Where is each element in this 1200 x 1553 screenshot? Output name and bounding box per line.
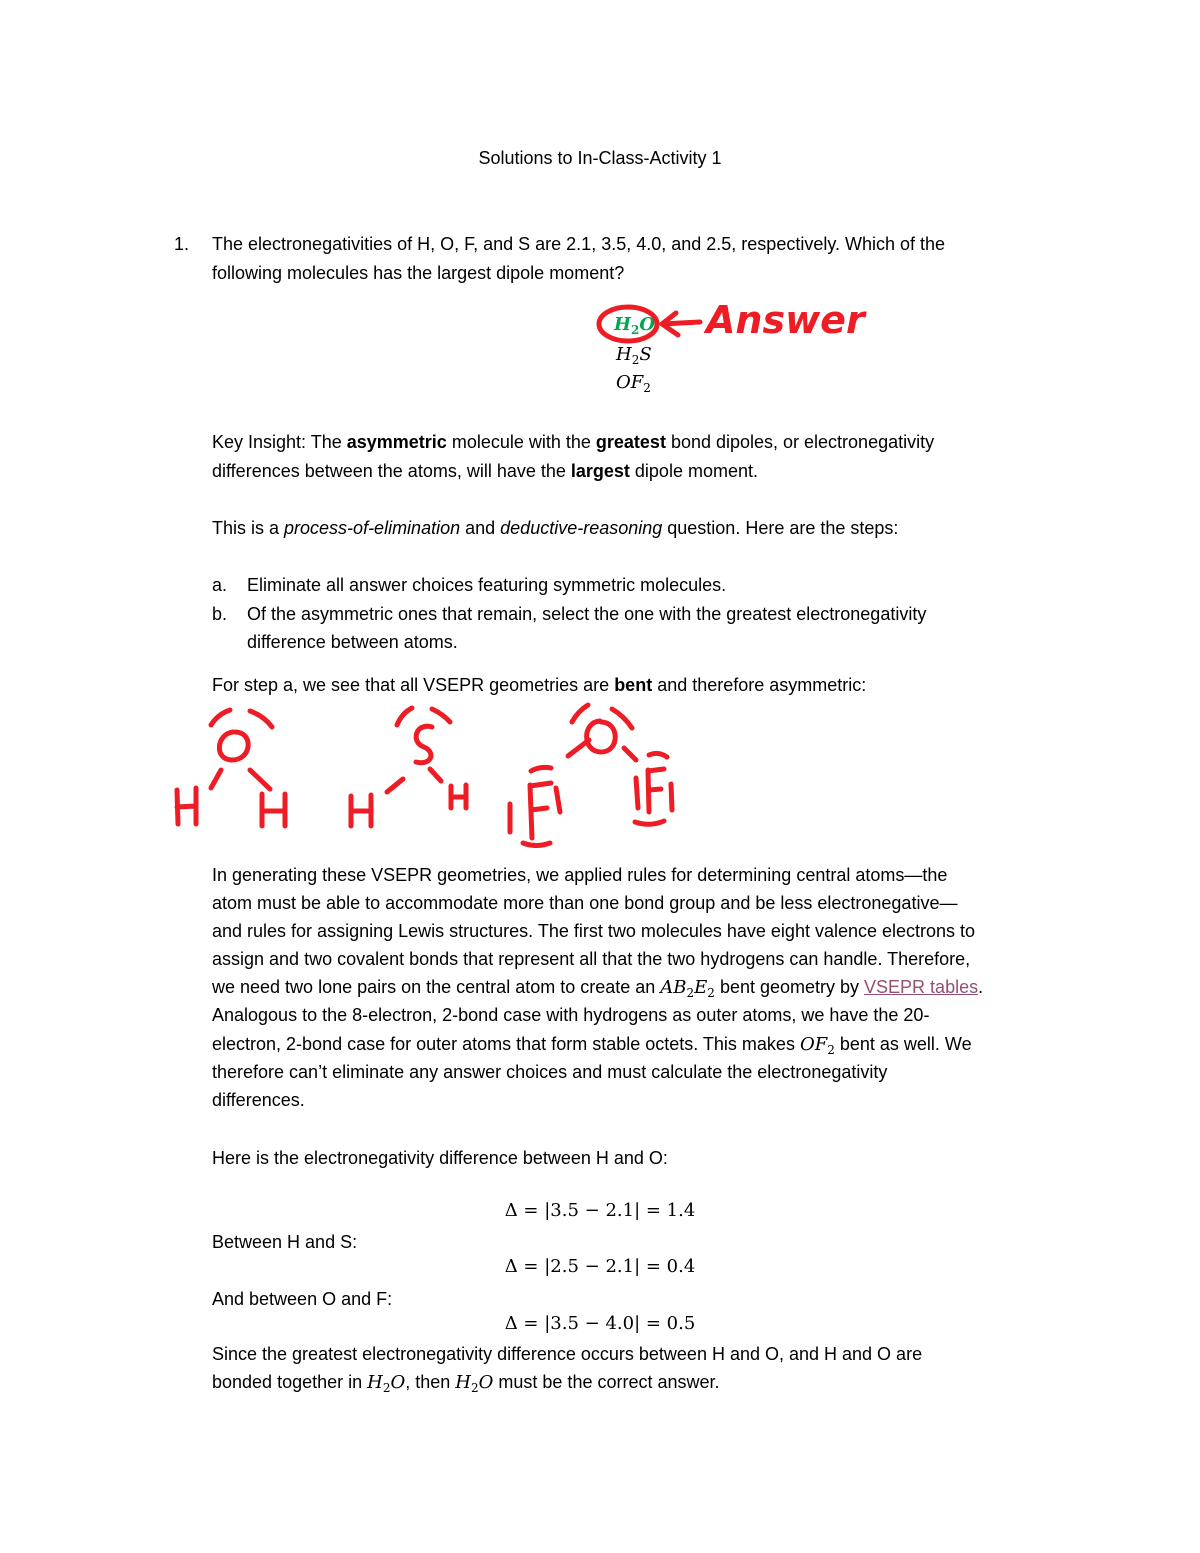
- sketch-water: [177, 710, 285, 826]
- vsepr-line-8: therefore can’t eliminate any answer choices and must calculate the electronegativity: [212, 1062, 888, 1082]
- vsepr-line-3: and rules for assigning Lewis structures. The first two molecules have eight valence electrons to: [212, 921, 976, 941]
- diff-label-h-s: Between H and S:: [212, 1232, 358, 1252]
- equation-o-f: Δ = |3.5 − 4.0| = 0.5: [504, 1313, 696, 1334]
- question-number: 1.: [174, 234, 190, 254]
- vsepr-tables-link[interactable]: VSEPR tables: [864, 977, 979, 997]
- step-a-result: For step a, we see that all VSEPR geometries are bent and therefore asymmetric:: [212, 675, 867, 695]
- option-h2s: $H_2S$: [616, 344, 652, 367]
- equation-h-s: Δ = |2.5 − 2.1| = 0.4: [504, 1256, 696, 1277]
- step-a-text: Eliminate all answer choices featuring symmetric molecules.: [247, 575, 727, 595]
- key-insight-line-1: Key Insight: The asymmetric molecule with the greatest bond dipoles, or electronegativity: [212, 432, 935, 452]
- vsepr-line-5: we need two lone pairs on the central atom to create an $AB_2E_2$ bent geometry by VSEPR tables.: [212, 977, 984, 1000]
- diff-label-o-f: And between O and F:: [212, 1289, 393, 1309]
- step-b-marker: b.: [212, 604, 228, 624]
- step-a-marker: a.: [212, 575, 228, 595]
- option-h2o: $H_2O$: [614, 314, 656, 337]
- conclusion-line-2: bonded together in $H_2O$, then $H_2O$ must be the correct answer.: [212, 1372, 720, 1395]
- conclusion-line-1: Since the greatest electronegativity difference occurs between H and O, and H and O are: [212, 1344, 923, 1364]
- vsepr-line-6: Analogous to the 8-electron, 2-bond case with hydrogens as outer atoms, we have the 20-: [212, 1005, 930, 1025]
- step-b-text-1: Of the asymmetric ones that remain, select the one with the greatest electronegativity: [247, 604, 927, 624]
- equation-h-o: Δ = |3.5 − 2.1| = 1.4: [504, 1200, 696, 1221]
- vsepr-line-9: differences.: [212, 1090, 305, 1110]
- question-line-2: following molecules has the largest dipole moment?: [212, 263, 625, 283]
- option-of2: $OF_2$: [616, 372, 651, 395]
- page-title: Solutions to In-Class-Activity 1: [478, 148, 722, 168]
- question-line-1: The electronegativities of H, O, F, and S are 2.1, 3.5, 4.0, and 2.5, respectively. Which of the: [212, 234, 946, 254]
- elimination-intro: This is a process-of-elimination and deductive-reasoning question. Here are the steps:: [212, 518, 899, 538]
- vsepr-line-7: electron, 2-bond case for outer atoms that form stable octets. This makes $OF_2$ bent as well. We: [212, 1034, 972, 1057]
- answer-arrow: [662, 313, 700, 335]
- sketch-hydrogen-sulfide: [351, 708, 466, 826]
- key-insight-line-2: differences between the atoms, will have the largest dipole moment.: [212, 461, 758, 481]
- diff-intro: Here is the electronegativity difference between H and O:: [212, 1148, 668, 1168]
- step-b-text-2: difference between atoms.: [247, 632, 458, 652]
- vsepr-line-1: In generating these VSEPR geometries, we applied rules for determining central atoms—the: [212, 865, 948, 885]
- answer-label: Answer: [706, 298, 865, 342]
- sketch-oxygen-difluoride: [510, 705, 672, 846]
- vsepr-line-4: assign and two covalent bonds that represent all that the two hydrogens can handle. Therefore,: [212, 949, 971, 969]
- vsepr-line-2: atom must be able to accommodate more than one bond group and be less electronegative—: [212, 893, 958, 913]
